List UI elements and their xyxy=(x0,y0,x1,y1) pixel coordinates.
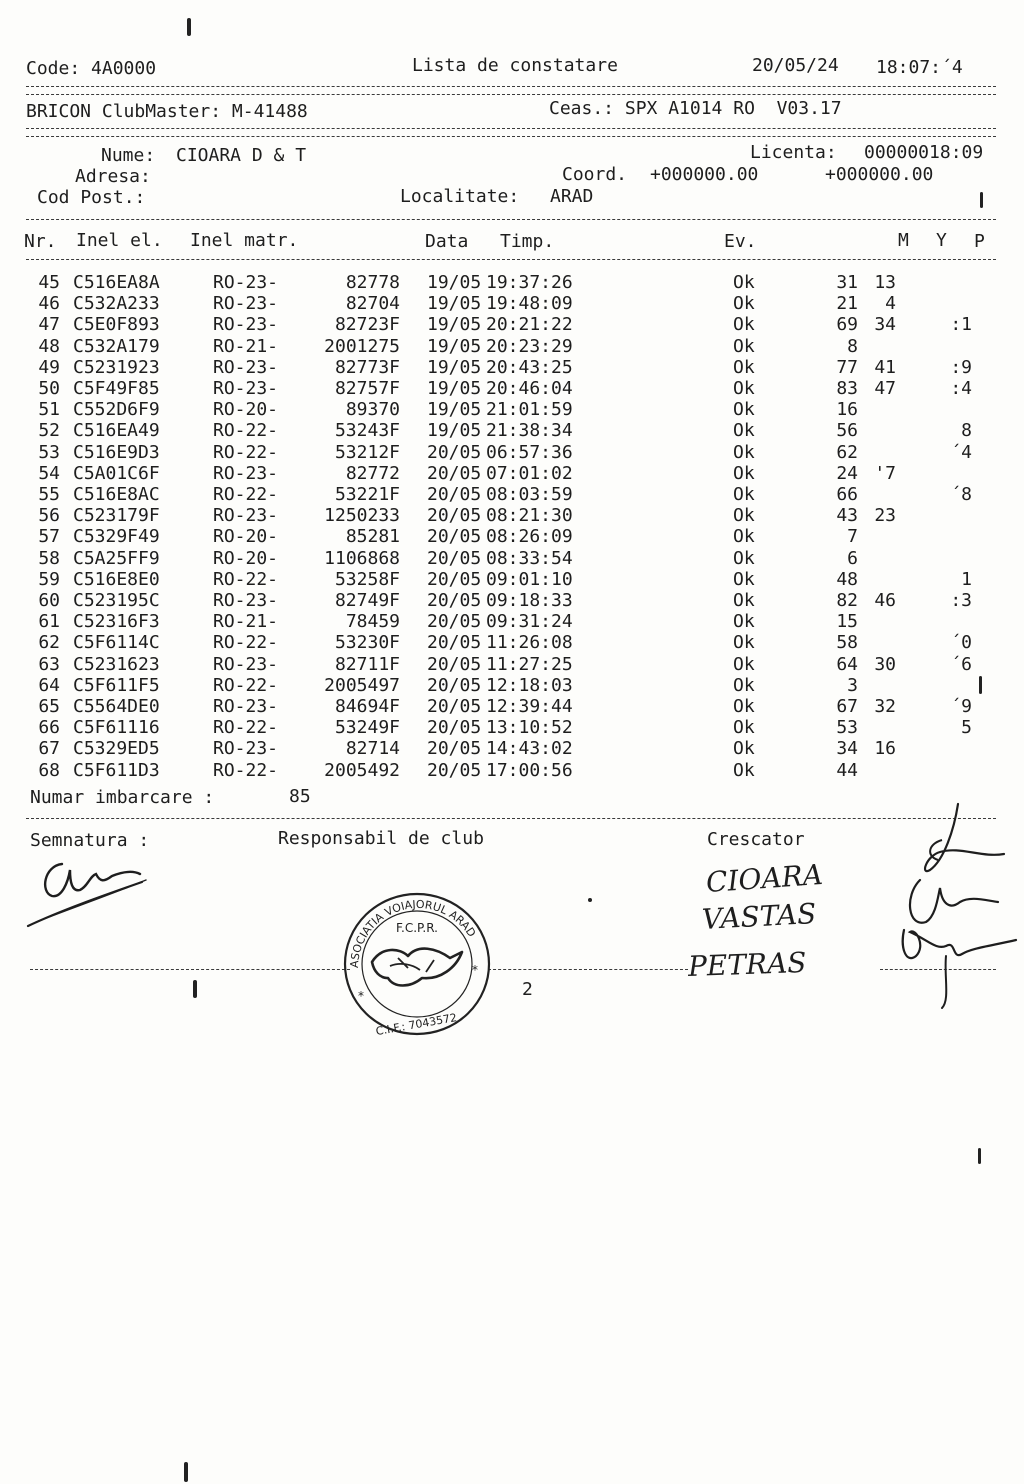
electronic-ring: C5329F49 xyxy=(73,526,160,548)
m-value: 6 xyxy=(847,547,858,569)
arrival-time: 13:10:52 xyxy=(486,717,573,739)
m-value: 21 xyxy=(836,293,858,315)
arrival-date: 20/05 xyxy=(427,568,482,590)
y-value: 23 xyxy=(874,505,896,527)
ring-prefix: RO-23- xyxy=(213,696,279,717)
event-status: Ok xyxy=(733,717,755,739)
ring-prefix: RO-20- xyxy=(213,399,279,421)
col-header-p: P xyxy=(974,231,985,252)
stamp-org-text: F.C.P.R. xyxy=(396,921,438,935)
p-value: ´0 xyxy=(950,632,972,654)
col-header-event: Ev. xyxy=(724,231,757,252)
table-row xyxy=(0,526,1024,547)
arrival-time: 11:27:25 xyxy=(486,653,573,675)
signature-label: Semnatura : xyxy=(30,830,150,851)
ring-number: 2005497 xyxy=(324,674,400,696)
ring-number: 82773F xyxy=(334,356,400,378)
event-status: Ok xyxy=(733,356,755,378)
m-value: 43 xyxy=(836,505,858,527)
event-status: Ok xyxy=(733,632,755,654)
arrival-time: 08:26:09 xyxy=(486,526,573,548)
p-value: ´6 xyxy=(950,653,972,675)
responsible-label: Responsabil de club xyxy=(278,828,484,849)
ring-number: 82772 xyxy=(345,462,400,484)
ring-prefix: RO-21- xyxy=(213,611,279,633)
ring-prefix: RO-22- xyxy=(213,568,279,590)
arrival-date: 20/05 xyxy=(427,441,482,463)
row-number: 50 xyxy=(38,378,60,399)
m-value: 62 xyxy=(836,441,858,463)
svg-text:*: * xyxy=(472,963,478,977)
event-status: Ok xyxy=(733,696,755,717)
m-value: 64 xyxy=(836,653,858,675)
p-value: :1 xyxy=(950,314,972,336)
ring-prefix: RO-22- xyxy=(213,674,279,696)
ring-prefix: RO-23- xyxy=(213,356,279,378)
handwritten-name-1: CIOARA xyxy=(704,857,824,900)
row-number: 67 xyxy=(38,738,60,760)
breeder-signatures-icon xyxy=(880,800,1020,1012)
ring-number: 82749F xyxy=(334,590,400,611)
ring-prefix: RO-22- xyxy=(213,717,279,739)
table-row xyxy=(0,569,1024,590)
ring-prefix: RO-23- xyxy=(213,462,279,484)
m-value: 44 xyxy=(836,759,858,781)
row-number: 52 xyxy=(38,420,60,442)
m-value: 69 xyxy=(836,314,858,336)
event-status: Ok xyxy=(733,335,755,357)
speck-mark-icon xyxy=(193,980,197,998)
event-status: Ok xyxy=(733,441,755,463)
code-label: Code: 4A0000 xyxy=(26,58,157,79)
m-value: 53 xyxy=(836,717,858,739)
ring-number: 82704 xyxy=(345,293,400,315)
electronic-ring: C5E0F893 xyxy=(73,314,160,336)
event-status: Ok xyxy=(733,759,755,781)
arrival-time: 20:21:22 xyxy=(486,314,573,336)
ring-number: 53249F xyxy=(334,717,400,739)
arrival-time: 09:01:10 xyxy=(486,568,573,590)
table-row xyxy=(0,675,1024,696)
ring-number: 82723F xyxy=(334,314,400,336)
m-value: 56 xyxy=(836,420,858,442)
arrival-date: 20/05 xyxy=(427,759,482,781)
ring-prefix: RO-20- xyxy=(213,547,279,569)
event-status: Ok xyxy=(733,484,755,505)
arrival-date: 20/05 xyxy=(427,547,482,569)
arrival-time: 21:38:34 xyxy=(486,420,573,442)
m-value: 16 xyxy=(836,399,858,421)
arrival-time: 14:43:02 xyxy=(486,738,573,760)
ring-prefix: RO-23- xyxy=(213,293,279,315)
coord-label: Coord. xyxy=(562,164,628,185)
locality-value: ARAD xyxy=(550,186,594,207)
p-value: ´9 xyxy=(950,696,972,717)
arrival-date: 19/05 xyxy=(427,356,482,378)
row-number: 51 xyxy=(38,399,60,421)
col-header-date: Data xyxy=(425,231,469,252)
arrival-time: 09:18:33 xyxy=(486,590,573,611)
electronic-ring: C523195C xyxy=(73,590,160,611)
event-status: Ok xyxy=(733,505,755,527)
event-status: Ok xyxy=(733,611,755,633)
ring-prefix: RO-23- xyxy=(213,272,279,293)
arrival-date: 20/05 xyxy=(427,462,482,484)
row-number: 49 xyxy=(38,356,60,378)
arrival-time: 21:01:59 xyxy=(486,399,573,421)
speck-mark-icon xyxy=(980,192,983,208)
m-value: 58 xyxy=(836,632,858,654)
stamp-ring-text: ASOCIATIA VOIAJORUL ARAD xyxy=(347,897,479,969)
speck-mark-icon xyxy=(187,18,191,36)
row-number: 55 xyxy=(38,484,60,505)
speck-mark-icon xyxy=(979,676,982,694)
table-row xyxy=(0,293,1024,314)
event-status: Ok xyxy=(733,547,755,569)
p-value: :4 xyxy=(950,378,972,399)
m-value: 3 xyxy=(847,674,858,696)
arrival-date: 20/05 xyxy=(427,590,482,611)
row-number: 62 xyxy=(38,632,60,654)
table-row xyxy=(0,420,1024,441)
ring-prefix: RO-23- xyxy=(213,314,279,336)
m-value: 8 xyxy=(847,335,858,357)
separator-line xyxy=(26,136,996,137)
event-status: Ok xyxy=(733,568,755,590)
arrival-date: 20/05 xyxy=(427,696,482,717)
table-row xyxy=(0,336,1024,357)
arrival-date: 20/05 xyxy=(427,717,482,739)
event-status: Ok xyxy=(733,590,755,611)
row-number: 63 xyxy=(38,653,60,675)
separator-line xyxy=(488,969,688,970)
event-status: Ok xyxy=(733,738,755,760)
electronic-ring: C532A179 xyxy=(73,335,160,357)
arrival-date: 20/05 xyxy=(427,738,482,760)
ring-prefix: RO-22- xyxy=(213,484,279,505)
arrival-date: 19/05 xyxy=(427,378,482,399)
electronic-ring: C5329ED5 xyxy=(73,738,160,760)
arrival-time: 08:03:59 xyxy=(486,484,573,505)
m-value: 15 xyxy=(836,611,858,633)
arrival-time: 09:31:24 xyxy=(486,611,573,633)
electronic-ring: C5231623 xyxy=(73,653,160,675)
p-value: ´4 xyxy=(950,441,972,463)
electronic-ring: C5564DE0 xyxy=(73,696,160,717)
locality-label: Localitate: xyxy=(400,186,520,207)
col-header-y: Y xyxy=(936,230,947,251)
speck-mark-icon xyxy=(588,898,592,902)
ring-number: 84694F xyxy=(334,696,400,717)
arrival-time: 20:43:25 xyxy=(486,356,573,378)
ring-prefix: RO-20- xyxy=(213,526,279,548)
electronic-ring: C5F49F85 xyxy=(73,378,160,399)
event-status: Ok xyxy=(733,420,755,442)
y-value: '7 xyxy=(874,462,896,484)
ring-number: 1250233 xyxy=(324,505,400,527)
ring-prefix: RO-22- xyxy=(213,632,279,654)
count-value: 85 xyxy=(289,786,311,807)
event-status: Ok xyxy=(733,272,755,293)
separator-line xyxy=(26,86,996,87)
electronic-ring: C52316F3 xyxy=(73,611,160,633)
m-value: 67 xyxy=(836,696,858,717)
license-number: 00000018:09 xyxy=(864,142,984,163)
y-value: 32 xyxy=(874,696,896,717)
arrival-date: 19/05 xyxy=(427,314,482,336)
row-number: 68 xyxy=(38,759,60,781)
row-number: 53 xyxy=(38,441,60,463)
table-row xyxy=(0,738,1024,759)
arrival-time: 11:26:08 xyxy=(486,632,573,654)
m-value: 34 xyxy=(836,738,858,760)
speck-mark-icon xyxy=(978,1148,981,1164)
y-value: 47 xyxy=(874,378,896,399)
ring-prefix: RO-23- xyxy=(213,378,279,399)
row-number: 61 xyxy=(38,611,60,633)
ring-prefix: RO-21- xyxy=(213,335,279,357)
table-row xyxy=(0,760,1024,781)
electronic-ring: C5A25FF9 xyxy=(73,547,160,569)
ring-prefix: RO-22- xyxy=(213,441,279,463)
coord-value-2: +000000.00 xyxy=(825,164,934,185)
ring-number: 82714 xyxy=(345,738,400,760)
electronic-ring: C5A01C6F xyxy=(73,462,160,484)
table-row xyxy=(0,548,1024,569)
electronic-ring: C5F611D3 xyxy=(73,759,160,781)
page-number: 2 xyxy=(522,979,533,1000)
ring-number: 53221F xyxy=(334,484,400,505)
document-title: Lista de constatare xyxy=(412,55,618,76)
speck-mark-icon xyxy=(184,1462,188,1482)
arrival-time: 20:46:04 xyxy=(486,378,573,399)
table-row xyxy=(0,357,1024,378)
separator-line xyxy=(26,259,996,260)
p-value: 5 xyxy=(961,717,972,739)
separator-line xyxy=(26,94,996,95)
y-value: 46 xyxy=(874,590,896,611)
table-row xyxy=(0,314,1024,335)
electronic-ring: C5F611F5 xyxy=(73,674,160,696)
table-row xyxy=(0,378,1024,399)
electronic-ring: C516EA8A xyxy=(73,272,160,293)
row-number: 64 xyxy=(38,674,60,696)
col-header-time: Timp. xyxy=(500,231,555,252)
table-row xyxy=(0,399,1024,420)
electronic-ring: C516E9D3 xyxy=(73,441,160,463)
event-status: Ok xyxy=(733,293,755,315)
row-number: 45 xyxy=(38,272,60,293)
table-row xyxy=(0,272,1024,293)
event-status: Ok xyxy=(733,314,755,336)
ring-number: 89370 xyxy=(345,399,400,421)
ring-prefix: RO-22- xyxy=(213,759,279,781)
arrival-time: 08:33:54 xyxy=(486,547,573,569)
owner-name: CIOARA D & T xyxy=(176,145,307,166)
row-number: 48 xyxy=(38,335,60,357)
ring-number: 2001275 xyxy=(324,335,400,357)
electronic-ring: C552D6F9 xyxy=(73,399,160,421)
table-row xyxy=(0,463,1024,484)
name-label: Nume: xyxy=(101,145,156,166)
m-value: 77 xyxy=(836,356,858,378)
arrival-time: 12:18:03 xyxy=(486,674,573,696)
p-value: :9 xyxy=(950,356,972,378)
svg-text:*: * xyxy=(358,989,364,1003)
handwritten-name-2: VASTAS xyxy=(701,897,818,936)
table-row xyxy=(0,632,1024,653)
m-value: 83 xyxy=(836,378,858,399)
row-number: 56 xyxy=(38,505,60,527)
license-label: Licenta: xyxy=(750,142,837,163)
table-row xyxy=(0,654,1024,675)
separator-line xyxy=(26,128,996,129)
postcode-label: Cod Post.: xyxy=(37,187,146,208)
ring-number: 82711F xyxy=(334,653,400,675)
p-value: ´8 xyxy=(950,484,972,505)
ring-number: 53212F xyxy=(334,441,400,463)
electronic-ring: C523179F xyxy=(73,505,160,527)
row-number: 54 xyxy=(38,462,60,484)
col-header-electronic-ring: Inel el. xyxy=(76,230,163,251)
arrival-time: 08:21:30 xyxy=(486,505,573,527)
arrival-date: 20/05 xyxy=(427,632,482,654)
arrival-date: 20/05 xyxy=(427,484,482,505)
row-number: 59 xyxy=(38,568,60,590)
arrival-date: 19/05 xyxy=(427,399,482,421)
ring-number: 2005492 xyxy=(324,759,400,781)
col-header-registration-ring: Inel matr. xyxy=(190,230,299,251)
row-number: 60 xyxy=(38,590,60,611)
m-value: 24 xyxy=(836,462,858,484)
event-status: Ok xyxy=(733,653,755,675)
event-status: Ok xyxy=(733,462,755,484)
ring-number: 53243F xyxy=(334,420,400,442)
electronic-ring: C516E8AC xyxy=(73,484,160,505)
m-value: 7 xyxy=(847,526,858,548)
m-value: 31 xyxy=(836,272,858,293)
m-value: 48 xyxy=(836,568,858,590)
y-value: 13 xyxy=(874,272,896,293)
table-row xyxy=(0,717,1024,738)
m-value: 82 xyxy=(836,590,858,611)
electronic-ring: C532A233 xyxy=(73,293,160,315)
ring-number: 82757F xyxy=(334,378,400,399)
arrival-time: 20:23:29 xyxy=(486,335,573,357)
y-value: 16 xyxy=(874,738,896,760)
event-status: Ok xyxy=(733,399,755,421)
arrival-time: 12:39:44 xyxy=(486,696,573,717)
clock-info: Ceas.: SPX A1014 RO V03.17 xyxy=(549,98,842,119)
ring-number: 53258F xyxy=(334,568,400,590)
report-time: 18:07:´4 xyxy=(876,57,963,78)
electronic-ring: C516EA49 xyxy=(73,420,160,442)
event-status: Ok xyxy=(733,674,755,696)
y-value: 41 xyxy=(874,356,896,378)
arrival-date: 20/05 xyxy=(427,611,482,633)
report-date: 20/05/24 xyxy=(752,55,839,76)
row-number: 47 xyxy=(38,314,60,336)
ring-number: 53230F xyxy=(334,632,400,654)
arrival-date: 20/05 xyxy=(427,653,482,675)
arrival-date: 20/05 xyxy=(427,505,482,527)
ring-number: 78459 xyxy=(345,611,400,633)
arrival-time: 17:00:56 xyxy=(486,759,573,781)
coord-value-1: +000000.00 xyxy=(650,164,759,185)
arrival-date: 19/05 xyxy=(427,420,482,442)
ring-prefix: RO-22- xyxy=(213,420,279,442)
ring-number: 1106868 xyxy=(324,547,400,569)
ring-prefix: RO-23- xyxy=(213,590,279,611)
m-value: 66 xyxy=(836,484,858,505)
p-value: 1 xyxy=(961,568,972,590)
ring-number: 82778 xyxy=(345,272,400,293)
separator-line xyxy=(26,818,996,819)
ring-prefix: RO-23- xyxy=(213,505,279,527)
arrival-date: 19/05 xyxy=(427,335,482,357)
col-header-nr: Nr. xyxy=(24,231,57,252)
stamp-cif-text: C.I.F.: 7043572 xyxy=(374,1011,458,1039)
col-header-m: M xyxy=(898,230,909,251)
p-value: 8 xyxy=(961,420,972,442)
row-number: 46 xyxy=(38,293,60,315)
arrival-time: 19:48:09 xyxy=(486,293,573,315)
arrival-date: 20/05 xyxy=(427,526,482,548)
arrival-time: 06:57:36 xyxy=(486,441,573,463)
electronic-ring: C5F6114C xyxy=(73,632,160,654)
separator-line xyxy=(26,219,996,220)
row-number: 66 xyxy=(38,717,60,739)
row-number: 65 xyxy=(38,696,60,717)
club-system: BRICON ClubMaster: M-41488 xyxy=(26,101,308,122)
count-label: Numar imbarcare : xyxy=(30,787,215,808)
table-row xyxy=(0,590,1024,611)
event-status: Ok xyxy=(733,526,755,548)
y-value: 30 xyxy=(874,653,896,675)
ring-number: 85281 xyxy=(345,526,400,548)
electronic-ring: C516E8E0 xyxy=(73,568,160,590)
arrival-date: 20/05 xyxy=(427,674,482,696)
separator-line xyxy=(30,969,350,970)
ring-prefix: RO-23- xyxy=(213,738,279,760)
ring-prefix: RO-23- xyxy=(213,653,279,675)
address-label: Adresa: xyxy=(75,166,151,187)
electronic-ring: C5F61116 xyxy=(73,717,160,739)
table-row xyxy=(0,696,1024,717)
row-number: 57 xyxy=(38,526,60,548)
table-row xyxy=(0,484,1024,505)
club-signature-icon xyxy=(22,852,152,932)
breeder-label: Crescator xyxy=(707,829,805,850)
table-row xyxy=(0,611,1024,632)
y-value: 4 xyxy=(885,293,896,315)
row-number: 58 xyxy=(38,547,60,569)
table-row xyxy=(0,442,1024,463)
table-row xyxy=(0,505,1024,526)
event-status: Ok xyxy=(733,378,755,399)
arrival-time: 19:37:26 xyxy=(486,272,573,293)
arrival-date: 19/05 xyxy=(427,272,482,293)
arrival-date: 19/05 xyxy=(427,293,482,315)
handwritten-name-3: PETRAS xyxy=(687,945,807,984)
electronic-ring: C5231923 xyxy=(73,356,160,378)
arrival-time: 07:01:02 xyxy=(486,462,573,484)
y-value: 34 xyxy=(874,314,896,336)
p-value: :3 xyxy=(950,590,972,611)
association-stamp-icon xyxy=(338,888,496,1040)
